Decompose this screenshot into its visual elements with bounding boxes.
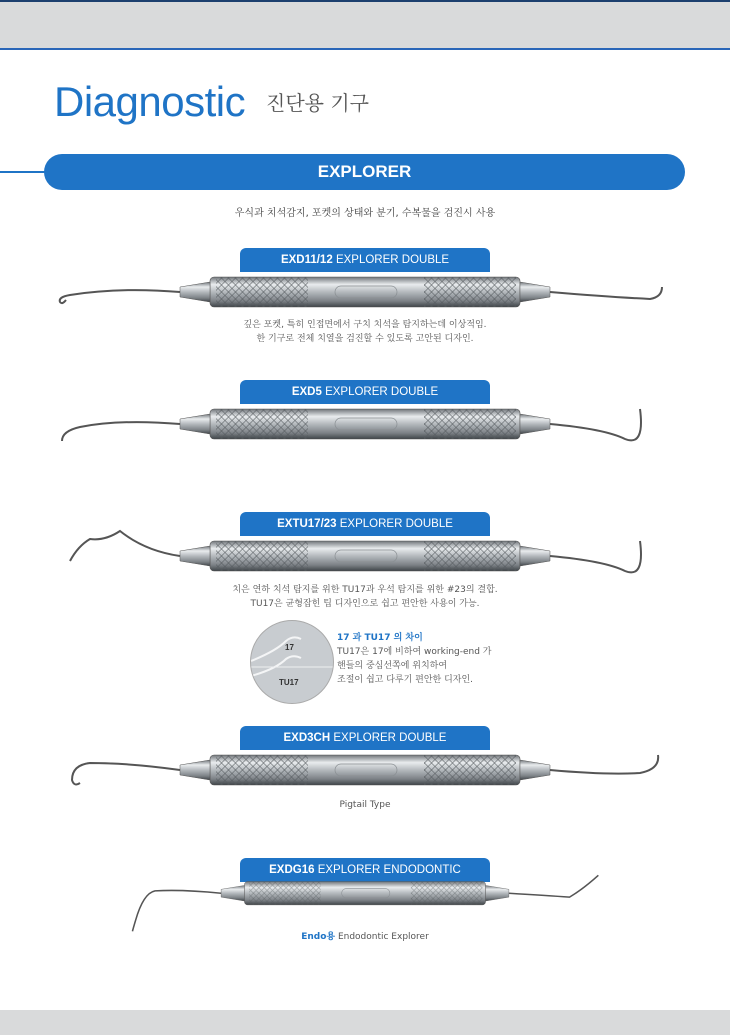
- product-code: EXD11/12: [280, 254, 333, 266]
- product-code: EXDG16: [269, 864, 315, 876]
- desc-line: 치은 연하 치석 탐지를 위한 TU17과 우석 탐지를 위한 #23의 결합.: [232, 585, 498, 595]
- desc-line: 한 기구로 전체 치열을 검진할 수 있도록 고안된 디자인.: [256, 334, 474, 344]
- section-banner: EXPLORER: [44, 154, 685, 190]
- top-bar: [0, 0, 730, 50]
- comparison-heading: 17 과 TU17 의 차이: [337, 633, 423, 643]
- instrument-exd5: [50, 389, 680, 459]
- instrument-exd11-12: [50, 257, 680, 327]
- product-name: EXPLORER DOUBLE: [325, 386, 439, 398]
- comparison-text: [337, 631, 492, 687]
- comparison-line: TU17은 17에 비하여 working-end 가: [337, 647, 492, 657]
- product-code: EXD3CH: [283, 732, 331, 744]
- product-desc-exd11-12: [0, 318, 730, 346]
- comparison-line: 조절이 쉽고 다루기 편안한 디자인.: [337, 675, 474, 685]
- product-name: EXPLORER ENDODONTIC: [317, 864, 461, 876]
- product-desc-exd3ch: [0, 798, 730, 812]
- page-subtitle: 진단용 기구: [266, 91, 369, 115]
- product-name: EXPLORER DOUBLE: [333, 732, 447, 744]
- instrument-exdg16: [50, 866, 680, 936]
- product-code: EXD5: [291, 386, 322, 398]
- label-17: 17: [285, 643, 294, 652]
- product-code: EXTU17/23: [277, 518, 337, 530]
- instrument-exd3ch: [50, 735, 680, 805]
- top-bar-accent-line: [0, 48, 730, 50]
- endo-desc: Endodontic Explorer: [335, 932, 429, 942]
- banner-lead-line: [0, 171, 46, 173]
- label-tu17: TU17: [279, 678, 299, 687]
- endo-accent: Endo용: [301, 932, 336, 942]
- desc-line: Pigtail Type: [339, 800, 391, 810]
- product-name: EXPLORER DOUBLE: [335, 254, 450, 266]
- product-desc-exdg16: [0, 929, 730, 942]
- section-intro: 우식과 치석감지, 포켓의 상태와 분기, 수복물을 검진시 사용: [234, 208, 496, 219]
- page-title: Diagnostic: [54, 78, 246, 125]
- product-desc-extu17-23: [0, 583, 730, 611]
- tip-comparison-illustration: [251, 621, 333, 703]
- instrument-extu17-23: [50, 521, 680, 591]
- desc-line: TU17은 균형잡힌 팁 디자인으로 쉽고 편안한 사용이 가능.: [250, 599, 480, 609]
- comparison-zoom-image: [250, 620, 334, 704]
- comparison-line: 핸들의 중심선쪽에 위치하여: [337, 661, 448, 671]
- product-name: EXPLORER DOUBLE: [339, 518, 453, 530]
- bottom-bar: [0, 1010, 730, 1035]
- desc-line: 깊은 포켓, 특히 인접면에서 구치 치석을 탐지하는데 이상적임.: [243, 320, 487, 330]
